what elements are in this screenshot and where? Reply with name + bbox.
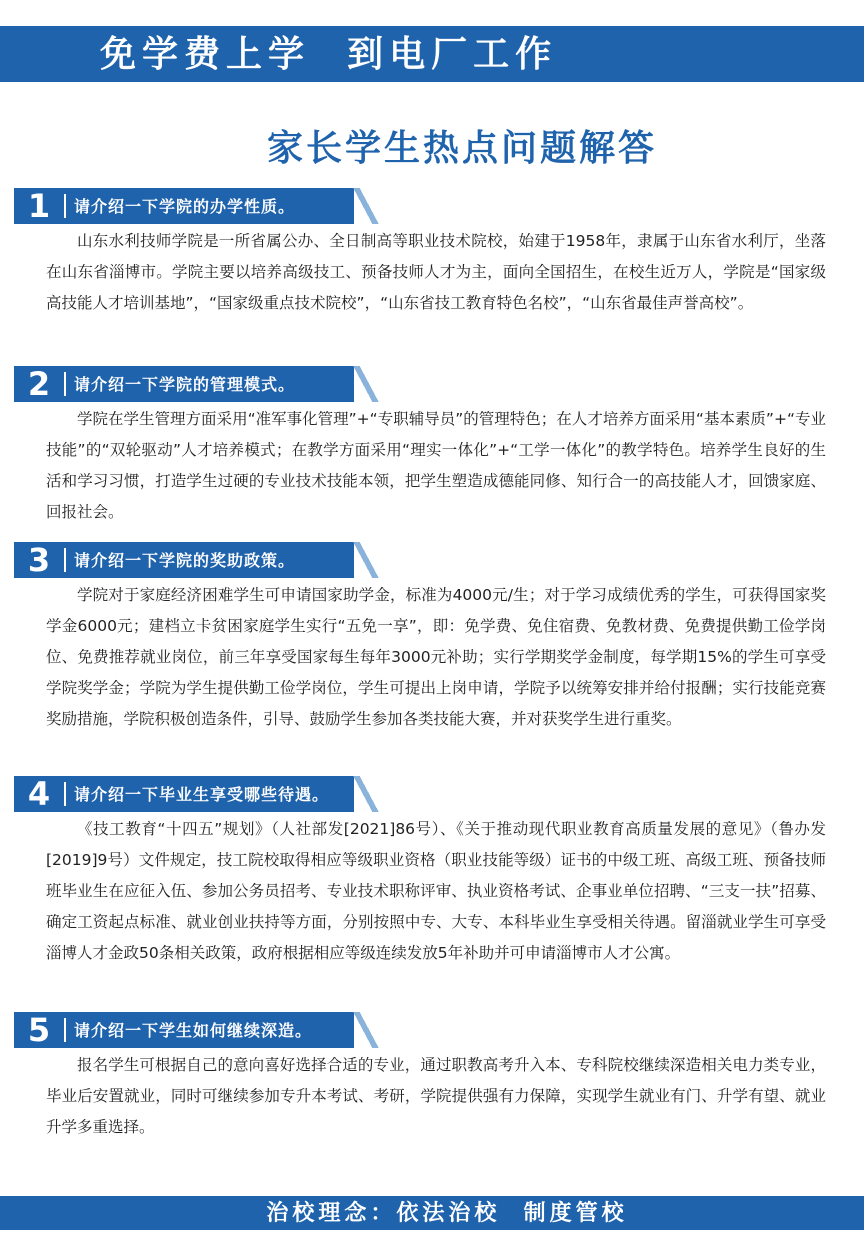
answer-text: 山东水利技师学院是一所省属公办、全日制高等职业技术院校，始建于1958年，隶属于山东省水利厅，坐落在山东省淄博市。学院主要以培养高级技工、预备技师人才为主，面向全国招生，在校生近万人，学院是“国家级高技能人才培训基地”，“国家级重点技术院校”，“山东省技工教育特色名校”，“山东省最佳声誉高校”。 (46, 232, 826, 312)
answer-text: 学院在学生管理方面采用“准军事化管理”+“专职辅导员”的管理特色；在人才培养方面采用“基本素质”+“专业技能”的“双轮驱动”人才培养模式；在教学方面采用“理实一体化”+“工学一体化”的教学特色。培养学生良好的生活和学习习惯，打造学生过硬的专业技术技能本领，把学生塑造成德能同修、知行合一的高技能人才，回馈家庭、回报社会。 (46, 410, 826, 521)
question-text: 请介绍一下学生如何继续深造。 (74, 1021, 313, 1040)
answer-text: 学院对于家庭经济困难学生可申请国家助学金，标准为4000元/生；对于学习成绩优秀的学生，可获得国家奖学金6000元；建档立卡贫困家庭学生实行“五免一享”，即：免学费、免住宿费、免教材费、免费提供勤工俭学岗位、免费推荐就业岗位，前三年享受国家每生每年3000元补助；实行学期奖学金制度，每学期15%的学生可享受学院奖学金；学院为学生提供勤工俭学岗位，学生可提出上岗申请，学院予以统筹安排并给付报酬；实行技能竞赛奖励措施，学院积极创造条件，引导、鼓励学生参加各类技能大赛，并对获奖学生进行重奖。 (46, 586, 826, 728)
page-title: 家长学生热点问题解答 (266, 128, 657, 169)
slash-decoration (349, 542, 383, 578)
slash-decoration (349, 1012, 383, 1048)
top-banner (0, 26, 864, 82)
top-banner-title: 免学费上学 到电厂工作 (100, 33, 558, 75)
footer-motto: 治校理念：依法治校 制度管校 (266, 1200, 628, 1226)
question-text: 请介绍一下毕业生享受哪些待遇。 (74, 785, 330, 804)
question-number: 2 (27, 365, 51, 403)
section-2 (0, 362, 864, 528)
divider (64, 548, 66, 572)
question-number: 5 (27, 1011, 51, 1049)
divider (64, 194, 66, 218)
question-header (0, 362, 864, 404)
question-header (0, 1008, 864, 1050)
section-3 (0, 538, 864, 735)
slash-decoration (349, 188, 383, 224)
bottom-banner (0, 1196, 864, 1230)
divider (64, 1018, 66, 1042)
question-text: 请介绍一下学院的管理模式。 (74, 375, 296, 394)
question-header (0, 184, 864, 226)
answer-text: 《技工教育“十四五”规划》（人社部发[2021]86号）、《关于推动现代职业教育高质量发展的意见》（鲁办发[2019]9号）文件规定，技工院校取得相应等级职业资格（职业技能等级）证书的中级工班、高级工班、预备技师班毕业生在应征入伍、参加公务员招考、专业技术职称评审、执业资格考试、企事业单位招聘、“三支一扶”招募、确定工资起点标准、就业创业扶持等方面，分别按照中专、大专、本科毕业生享受相关待遇。留淄就业学生可享受淄博人才金政50条相关政策，政府根据相应等级连续发放5年补助并可申请淄博市人才公寓。 (46, 820, 826, 962)
question-number: 4 (27, 775, 51, 813)
section-1 (0, 184, 864, 319)
question-header (0, 538, 864, 580)
divider (64, 372, 66, 396)
question-text: 请介绍一下学院的办学性质。 (74, 197, 296, 216)
question-number: 1 (27, 187, 51, 225)
section-5 (0, 1008, 864, 1143)
slash-decoration (349, 776, 383, 812)
slash-decoration (349, 366, 383, 402)
section-4 (0, 772, 864, 969)
answer-text: 报名学生可根据自己的意向喜好选择合适的专业，通过职教高考升入本、专科院校继续深造相关电力类专业，毕业后安置就业，同时可继续参加专升本考试、考研，学院提供强有力保障，实现学生就业有门、升学有望、就业升学多重选择。 (46, 1056, 826, 1136)
question-number: 3 (27, 541, 51, 579)
question-text: 请介绍一下学院的奖助政策。 (74, 551, 296, 570)
question-header (0, 772, 864, 814)
divider (64, 782, 66, 806)
